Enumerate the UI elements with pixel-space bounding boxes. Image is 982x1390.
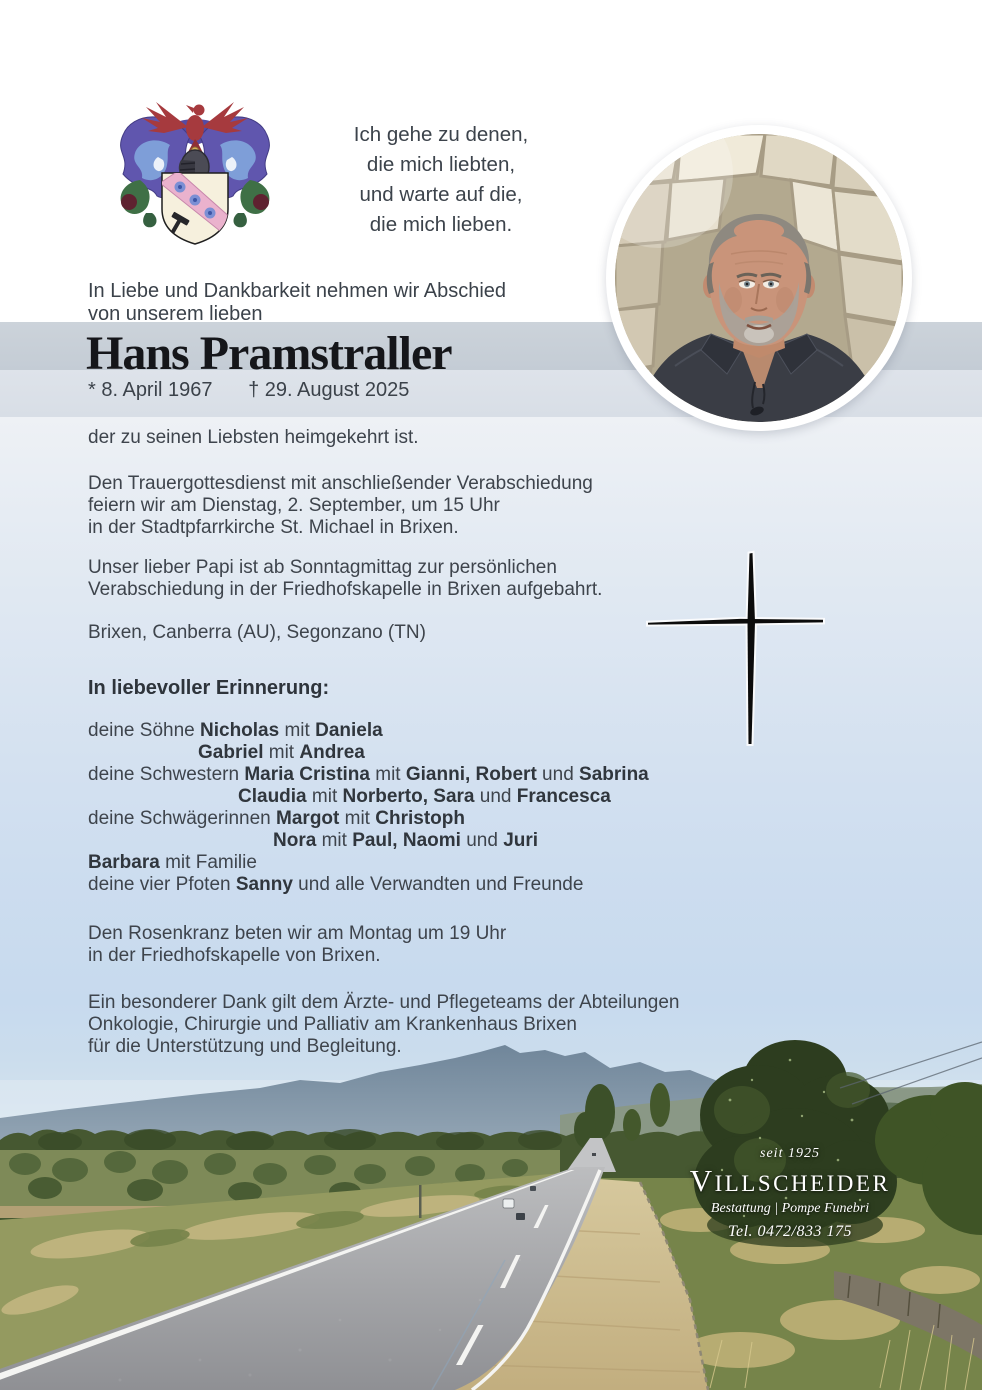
family-text: und: [536, 764, 580, 785]
intro-line: von unserem lieben: [88, 303, 263, 325]
paragraph-returned: [88, 427, 419, 449]
text-line: Onkologie, Chirurgie und Palliativ am Krankenhaus Brixen: [88, 1014, 577, 1035]
text-line: in der Stadtpfarrkirche St. Michael in Brixen.: [88, 517, 459, 538]
text-line: Verabschiedung in der Friedhofskapelle in Brixen aufgebahrt.: [88, 579, 603, 600]
family-text: und: [474, 786, 517, 807]
family-name: Barbara: [88, 852, 160, 873]
paragraph-viewing: [88, 557, 602, 601]
text-line: Ein besonderer Dank gilt dem Ärzte- und Pflegeteams der Abteilungen: [88, 992, 680, 1013]
text-line: Den Rosenkranz beten wir am Montag um 19 Uhr: [88, 923, 507, 944]
family-name: Daniela: [315, 720, 383, 741]
paragraph-service: [88, 473, 593, 539]
funeral-home-name: [670, 1163, 910, 1199]
family-text: mit: [279, 720, 316, 741]
portrait-illustration: [615, 134, 903, 422]
family-list: [88, 720, 649, 896]
poem: [300, 120, 582, 240]
family-line: [88, 786, 649, 808]
text-line: feiern wir am Dienstag, 2. September, um 15 Uhr: [88, 495, 500, 516]
birth-date: * 8. April 1967: [88, 379, 213, 401]
family-text: mit: [263, 742, 300, 763]
family-line: [88, 808, 649, 830]
poem-line: die mich liebten,: [366, 153, 516, 176]
funeral-home-name-initial: V: [689, 1163, 715, 1198]
family-name: Andrea: [299, 742, 365, 763]
family-name: Margot: [276, 808, 340, 829]
memory-heading: In liebevoller Erinnerung:: [88, 677, 330, 699]
death-date: † 29. August 2025: [248, 379, 410, 401]
memorial-cross: [630, 540, 840, 755]
family-line: [88, 742, 649, 764]
funeral-home-name-rest: ILLSCHEIDER: [714, 1171, 891, 1196]
text-line: der zu seinen Liebsten heimgekehrt ist.: [88, 427, 419, 448]
paragraph-places: [88, 622, 426, 644]
family-line: [88, 764, 649, 786]
family-text: deine Schwägerinnen: [88, 808, 277, 829]
family-name: Juri: [503, 830, 539, 851]
text-line: Brixen, Canberra (AU), Segonzano (TN): [88, 622, 426, 643]
crest-shield: [160, 171, 232, 244]
family-text: und alle Verwandten und Freunde: [292, 874, 584, 895]
family-text: und: [460, 830, 504, 851]
family-line: [88, 852, 649, 874]
family-crest: [100, 96, 290, 246]
family-name: Nora: [273, 830, 317, 851]
family-line: [88, 874, 649, 896]
family-name: Gianni, Robert: [405, 764, 537, 785]
family-text: mit: [306, 786, 343, 807]
funeral-home-logo: [670, 1146, 910, 1241]
family-line: [88, 720, 649, 742]
life-dates: [88, 379, 409, 402]
funeral-home-subtitle: Bestattung | Pompe Funebri: [710, 1201, 870, 1216]
paragraph-thanks: [88, 992, 679, 1058]
text-line: in der Friedhofskapelle von Brixen.: [88, 945, 381, 966]
family-name: Maria Cristina: [244, 764, 370, 785]
family-text: mit: [369, 764, 406, 785]
family-name: Sabrina: [579, 764, 649, 785]
family-name: Norberto, Sara: [342, 786, 475, 807]
intro-text: [88, 280, 506, 326]
family-text: mit Familie: [159, 852, 257, 873]
deceased-name: Hans Pramstraller: [86, 327, 452, 380]
funeral-home-phone: Tel. 0472/833 175: [728, 1223, 852, 1240]
family-line: [88, 830, 649, 852]
family-name: Francesca: [516, 786, 611, 807]
funeral-home-since: seit 1925: [760, 1146, 820, 1161]
family-text: mit: [316, 830, 353, 851]
paragraph-rosary: [88, 923, 506, 967]
portrait-photo: [606, 125, 912, 431]
family-name: Gabriel: [198, 742, 264, 763]
family-name: Claudia: [238, 786, 307, 807]
family-text: deine vier Pfoten: [88, 874, 236, 895]
poem-line: die mich lieben.: [369, 213, 513, 236]
family-text: deine Schwestern: [88, 764, 245, 785]
family-name: Sanny: [235, 874, 293, 895]
intro-line: In Liebe und Dankbarkeit nehmen wir Abschied: [88, 280, 507, 302]
family-name: Paul, Naomi: [352, 830, 461, 851]
text-line: Den Trauergottesdienst mit anschließender Verabschiedung: [88, 473, 593, 494]
poem-line: und warte auf die,: [359, 183, 523, 206]
family-text: deine Söhne: [88, 720, 200, 741]
text-line: für die Unterstützung und Begleitung.: [88, 1036, 402, 1057]
family-name: Christoph: [375, 808, 465, 829]
text-line: Unser lieber Papi ist ab Sonntagmittag zur persönlichen: [88, 557, 557, 578]
family-name: Nicholas: [200, 720, 280, 741]
poem-line: Ich gehe zu denen,: [353, 123, 529, 146]
family-text: mit: [339, 808, 376, 829]
